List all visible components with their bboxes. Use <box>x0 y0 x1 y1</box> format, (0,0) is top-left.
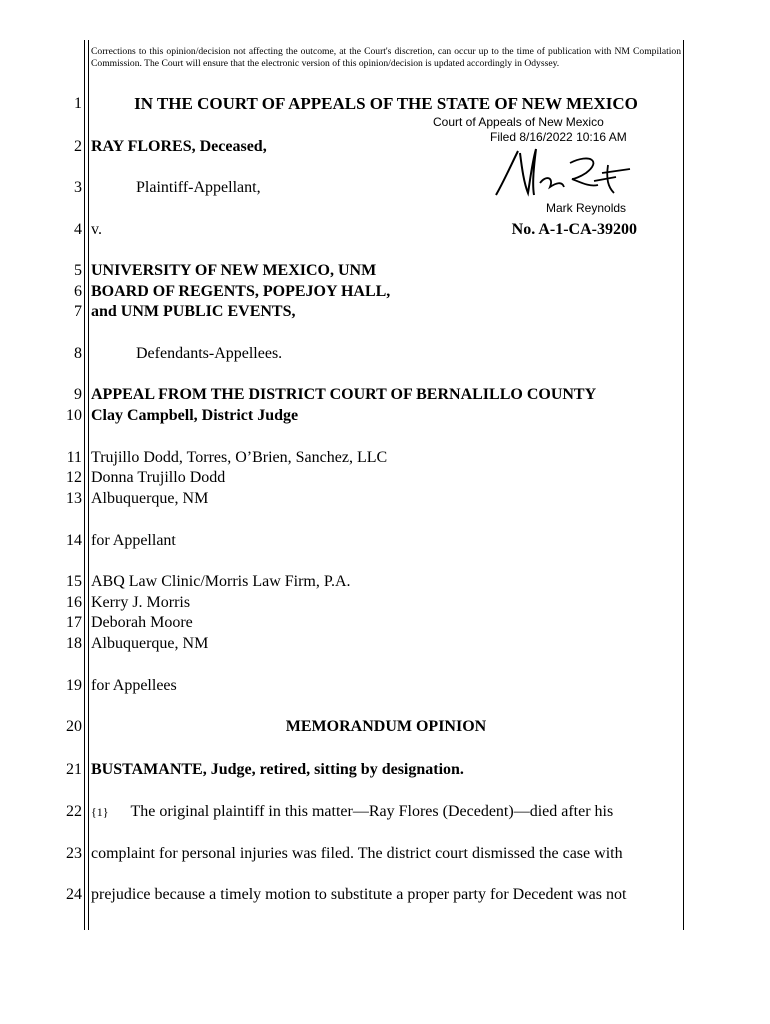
defendant-line: UNIVERSITY OF NEW MEXICO, UNM <box>91 262 377 279</box>
appellee-attorney: Deborah Moore <box>91 614 193 631</box>
line-number: 3 <box>74 179 82 196</box>
defendant-line: BOARD OF REGENTS, POPEJOY HALL, <box>91 283 391 300</box>
opinion-author: BUSTAMANTE, Judge, retired, sitting by designation. <box>91 761 464 778</box>
line-number: 24 <box>66 886 82 903</box>
for-appellees: for Appellees <box>91 677 177 694</box>
paragraph-mark: {1} <box>91 805 109 819</box>
appellant-attorney: Donna Trujillo Dodd <box>91 469 226 486</box>
paragraph-line <box>91 802 681 822</box>
appellant-city: Albuquerque, NM <box>91 490 209 507</box>
line-number: 12 <box>66 469 82 486</box>
case-number: No. A-1-CA-39200 <box>511 221 637 238</box>
defendant-line: and UNM PUBLIC EVENTS, <box>91 303 296 320</box>
for-appellant: for Appellant <box>91 532 176 549</box>
appellee-city: Albuquerque, NM <box>91 635 209 652</box>
paragraph-line: prejudice because a timely motion to substitute a proper party for Decedent was not <box>91 886 627 903</box>
line-number: 2 <box>74 138 82 155</box>
line-number: 5 <box>74 262 82 279</box>
left-margin-rule <box>84 40 85 930</box>
line-number: 1 <box>74 95 82 112</box>
line-number: 21 <box>66 761 82 778</box>
line-number: 14 <box>66 532 82 549</box>
opinion-heading: MEMORANDUM OPINION <box>285 718 487 735</box>
clerk-signature <box>490 143 640 205</box>
line-number: 7 <box>74 303 82 320</box>
versus: v. <box>91 221 102 238</box>
line-number: 15 <box>66 573 82 590</box>
line-number: 16 <box>66 594 82 611</box>
paragraph-text: The original plaintiff in this matter—Ray Flores (Decedent)—died after his <box>130 803 614 820</box>
line-number: 13 <box>66 490 82 507</box>
line-number: 6 <box>74 283 82 300</box>
line-number: 11 <box>66 449 82 466</box>
line-number: 20 <box>66 718 82 735</box>
district-judge: Clay Campbell, District Judge <box>91 407 299 424</box>
appellee-firm: ABQ Law Clinic/Morris Law Firm, P.A. <box>91 573 351 590</box>
filing-stamp-date: Filed 8/16/2022 10:16 AM <box>490 130 627 144</box>
appeal-from: APPEAL FROM THE DISTRICT COURT OF BERNALILLO COUNTY <box>91 386 597 403</box>
filing-stamp-clerk: Mark Reynolds <box>546 201 627 215</box>
line-number: 17 <box>66 614 82 631</box>
plaintiff-name: RAY FLORES, Deceased, <box>91 138 267 155</box>
line-number: 9 <box>74 386 82 403</box>
right-margin-rule <box>683 40 684 930</box>
line-number: 18 <box>66 635 82 652</box>
line-number: 22 <box>66 803 82 820</box>
appellee-attorney: Kerry J. Morris <box>91 594 191 611</box>
defendant-role: Defendants-Appellees. <box>136 345 283 362</box>
appellant-firm: Trujillo Dodd, Torres, O’Brien, Sanchez, LLC <box>91 449 388 466</box>
line-number: 19 <box>66 677 82 694</box>
court-title: IN THE COURT OF APPEALS OF THE STATE OF NEW MEXICO <box>134 94 638 113</box>
line-number: 10 <box>66 407 82 424</box>
filing-stamp-court: Court of Appeals of New Mexico <box>433 115 604 129</box>
line-number: 23 <box>66 845 82 862</box>
left-margin-rule-inner <box>88 40 89 930</box>
line-number: 8 <box>74 345 82 362</box>
paragraph-line: complaint for personal injuries was filed. The district court dismissed the case with <box>91 845 623 862</box>
corrections-notice: Corrections to this opinion/decision not affecting the outcome, at the Court's discretion, can occur up to the time of publication with NM Compilation Commission. The Court will ensure that the electronic version of this opinion/decision is updated accordingly in Odyssey. <box>91 46 681 69</box>
plaintiff-role: Plaintiff-Appellant, <box>136 179 261 196</box>
line-number: 4 <box>74 221 82 238</box>
